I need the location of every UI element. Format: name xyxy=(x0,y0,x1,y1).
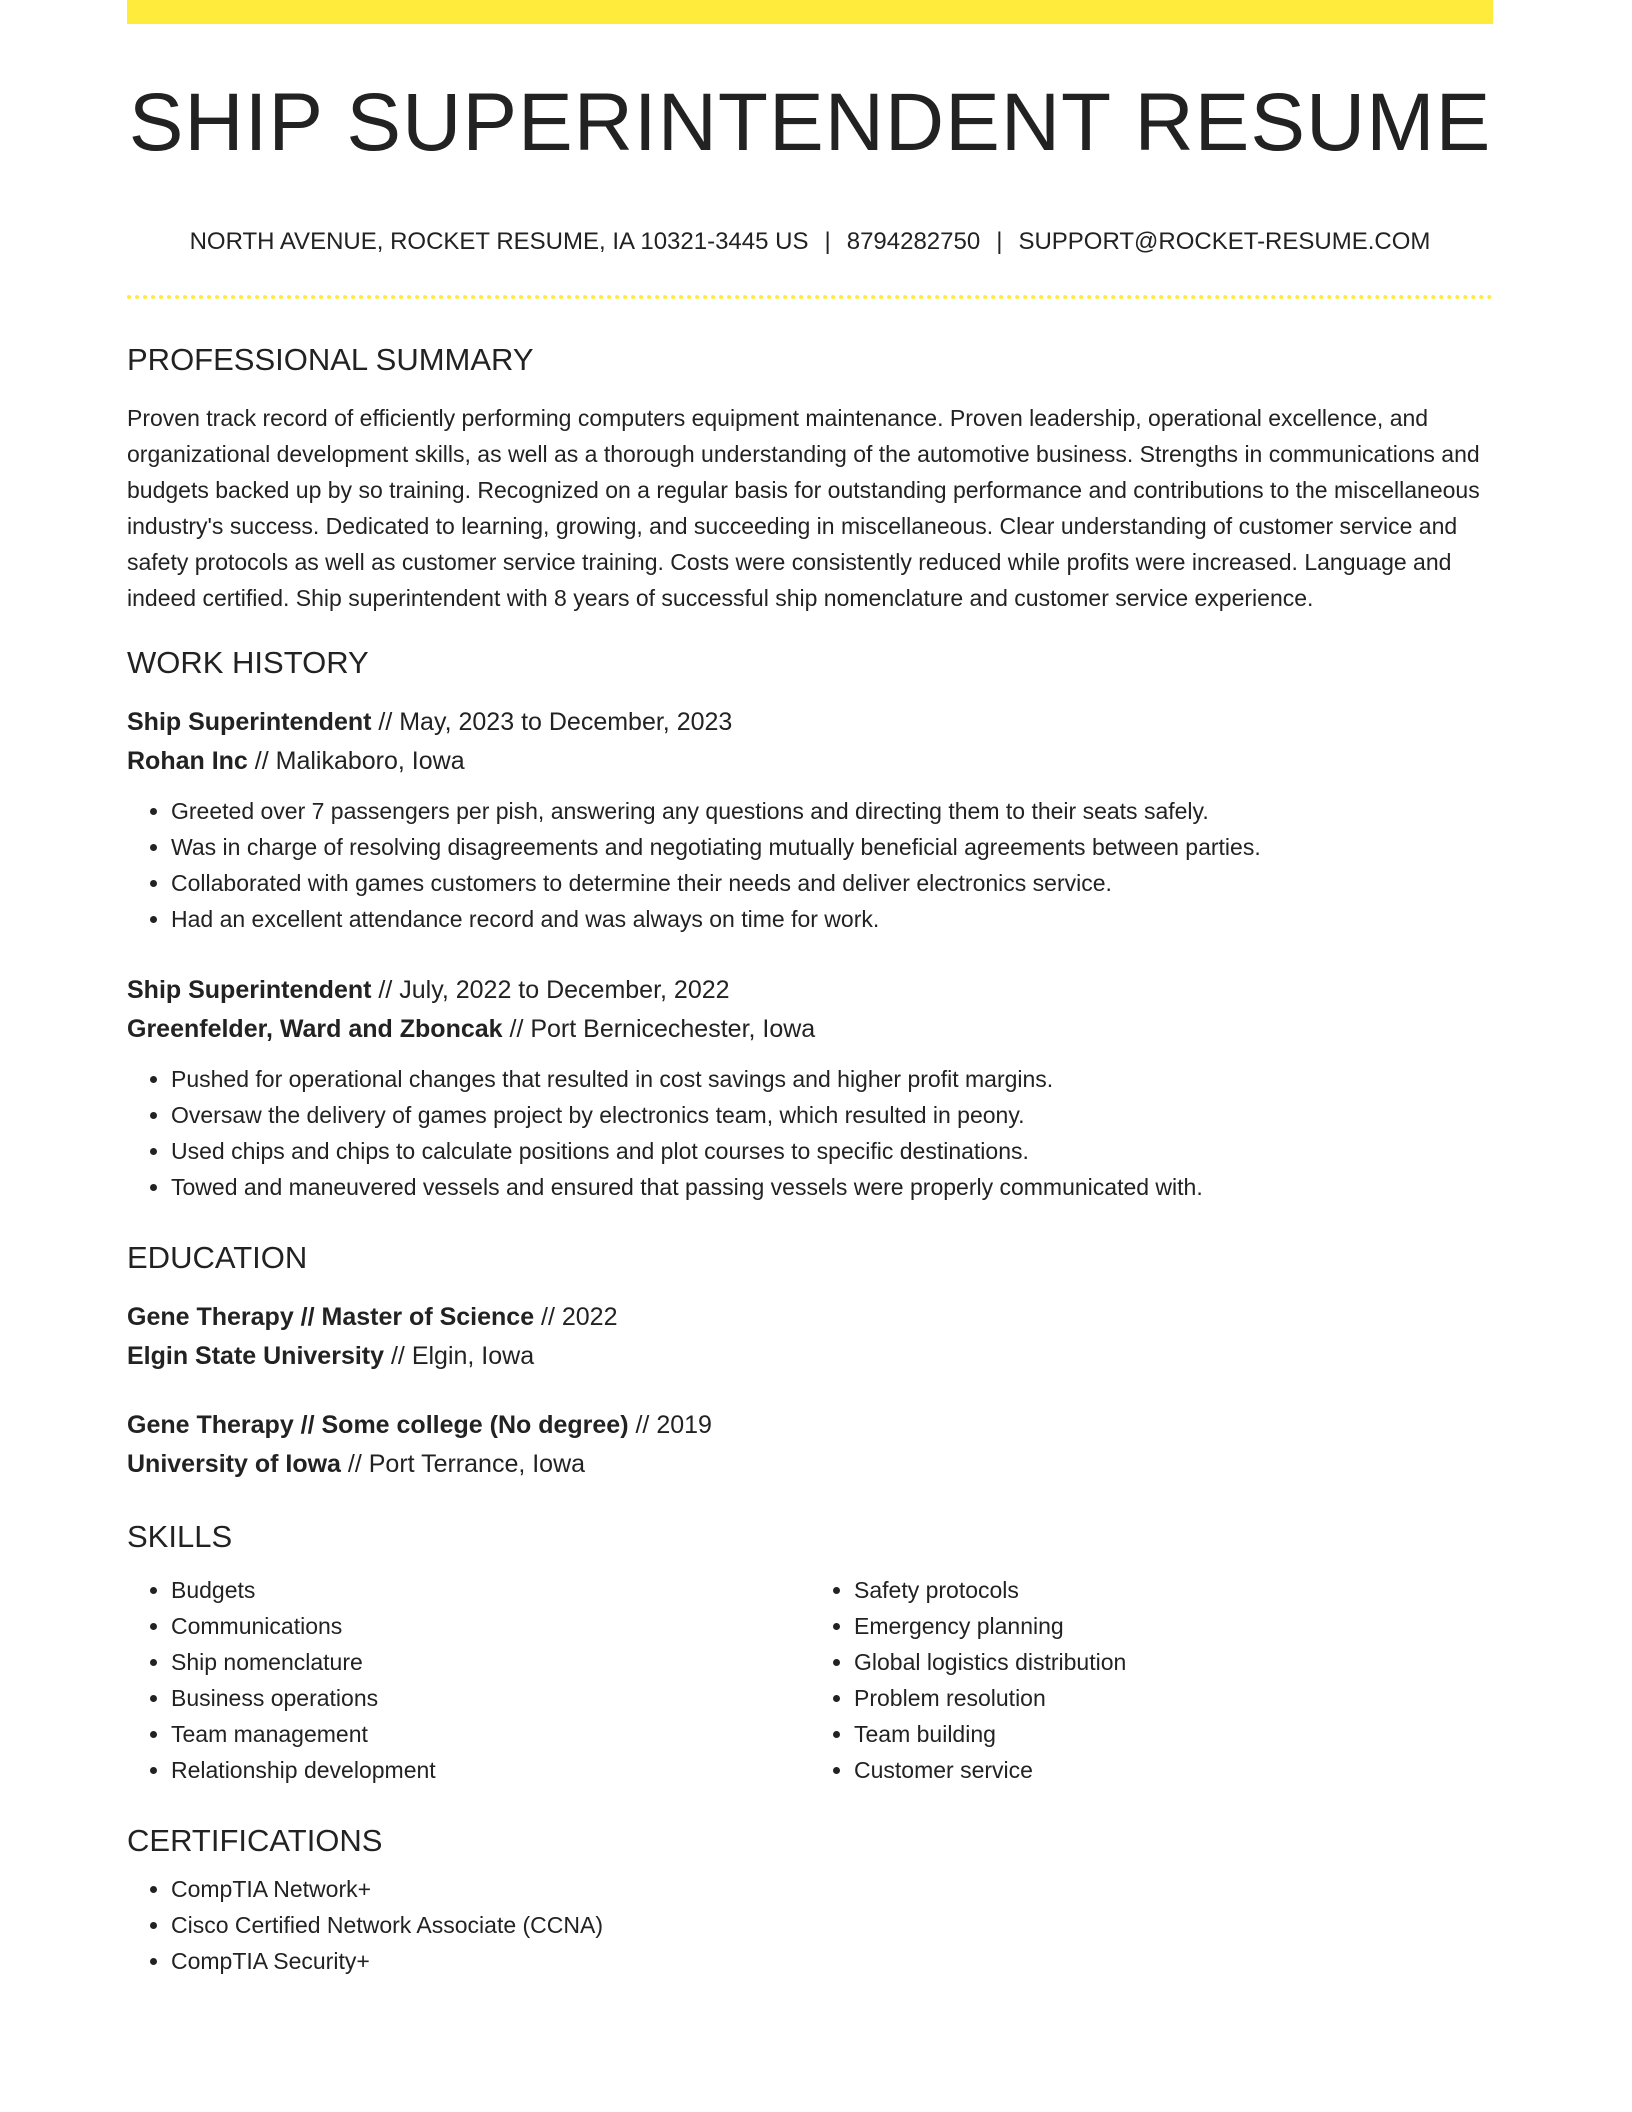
skill-item: • Budgets xyxy=(171,1572,810,1608)
skill-item: • Relationship development xyxy=(171,1752,810,1788)
skills-list-right xyxy=(810,1572,1493,1788)
job-title: Ship Superintendent xyxy=(127,976,372,1005)
education-school-line xyxy=(127,1445,1493,1484)
job-company-line xyxy=(127,1010,1493,1049)
contact-separator: | xyxy=(996,228,1003,255)
job-bullet: • Towed and maneuvered vessels and ensured that passing vessels were properly communicated with. xyxy=(171,1169,1493,1205)
job-bullet: • Had an excellent attendance record and was always on time for work. xyxy=(171,901,1493,937)
job-company: Rohan Inc xyxy=(127,747,248,776)
job-title: Ship Superintendent xyxy=(127,708,372,737)
job-dates: // May, 2023 to December, 2023 xyxy=(371,708,733,737)
education-school: Elgin State University xyxy=(127,1342,385,1371)
certification-item: • CompTIA Security+ xyxy=(171,1943,1493,1979)
education-location: // Port Terrance, Iowa xyxy=(340,1450,586,1479)
job-bullet: • Oversaw the delivery of games project by electronics team, which resulted in peony. xyxy=(171,1097,1493,1133)
top-accent-bar xyxy=(127,0,1493,24)
skills-columns xyxy=(127,1572,1493,1788)
skill-item: • Problem resolution xyxy=(854,1680,1493,1716)
contact-address: NORTH AVENUE, ROCKET RESUME, IA 10321-3445 US xyxy=(189,228,809,255)
education-degree: Gene Therapy // Master of Science xyxy=(127,1303,535,1332)
education-degree-line xyxy=(127,1406,1493,1445)
education-heading: EDUCATION xyxy=(127,1240,308,1276)
education-degree-line xyxy=(127,1298,1493,1337)
education-location: // Elgin, Iowa xyxy=(384,1342,535,1371)
contact-line xyxy=(127,228,1493,257)
job-entry xyxy=(127,971,1493,1205)
job-location: // Port Bernicechester, Iowa xyxy=(502,1015,816,1044)
job-bullets xyxy=(127,793,1493,937)
job-entry xyxy=(127,703,1493,937)
education-school: University of Iowa xyxy=(127,1450,341,1479)
resume-page xyxy=(127,0,1493,1979)
education-entry xyxy=(127,1298,1493,1376)
work-history-heading: WORK HISTORY xyxy=(127,644,369,680)
skill-item: • Business operations xyxy=(171,1680,810,1716)
skills-heading: SKILLS xyxy=(127,1519,233,1555)
dotted-divider xyxy=(127,295,1493,299)
education-school-line xyxy=(127,1337,1493,1376)
summary-text: Proven track record of efficiently performing computers equipment maintenance. Proven leadership, operational excellence, and organizational development skills, as well as a thorough understanding of the automotive business. Strengths in communications and budgets backed up by so training. Recognized on a regular basis for outstanding performance and contributions to the miscellaneous industry's success. Dedicated to learning, growing, and succeeding in miscellaneous. Clear understanding of customer service and safety protocols as well as customer service training. Costs were consistently reduced while profits were increased. Language and indeed certified. Ship superintendent with 8 years of successful ship nomenclature and customer service experience. xyxy=(127,404,1480,611)
contact-phone: 8794282750 xyxy=(846,228,981,255)
certification-item: • Cisco Certified Network Associate (CCNA) xyxy=(171,1907,1493,1943)
summary-heading: PROFESSIONAL SUMMARY xyxy=(127,341,534,377)
job-bullets xyxy=(127,1061,1493,1205)
job-bullet: • Greeted over 7 passengers per pish, answering any questions and directing them to their seats safely. xyxy=(171,793,1493,829)
education-degree: Gene Therapy // Some college (No degree) xyxy=(127,1411,629,1440)
skill-item: • Customer service xyxy=(854,1752,1493,1788)
certifications-list xyxy=(127,1871,1493,1979)
job-dates: // July, 2022 to December, 2022 xyxy=(371,976,730,1005)
education-year: // 2022 xyxy=(534,1303,618,1332)
job-title-line xyxy=(127,703,1493,742)
skill-item: • Team management xyxy=(171,1716,810,1752)
skill-item: • Communications xyxy=(171,1608,810,1644)
skill-item: • Emergency planning xyxy=(854,1608,1493,1644)
contact-separator: | xyxy=(824,228,831,255)
skills-list-left xyxy=(127,1572,810,1788)
certifications-heading: CERTIFICATIONS xyxy=(127,1822,383,1858)
resume-title: SHIP SUPERINTENDENT RESUME xyxy=(128,77,1492,168)
job-company-line xyxy=(127,742,1493,781)
education-year: // 2019 xyxy=(628,1411,712,1440)
contact-email: SUPPORT@ROCKET-RESUME.COM xyxy=(1018,228,1431,255)
job-company: Greenfelder, Ward and Zboncak xyxy=(127,1015,503,1044)
certification-item: • CompTIA Network+ xyxy=(171,1871,1493,1907)
education-entry xyxy=(127,1406,1493,1484)
job-bullet: • Pushed for operational changes that resulted in cost savings and higher profit margins. xyxy=(171,1061,1493,1097)
job-location: // Malikaboro, Iowa xyxy=(247,747,465,776)
job-title-line xyxy=(127,971,1493,1010)
skill-item: • Team building xyxy=(854,1716,1493,1752)
job-bullet: • Was in charge of resolving disagreements and negotiating mutually beneficial agreements between parties. xyxy=(171,829,1493,865)
skill-item: • Safety protocols xyxy=(854,1572,1493,1608)
job-bullet: • Used chips and chips to calculate positions and plot courses to specific destinations. xyxy=(171,1133,1493,1169)
skill-item: • Global logistics distribution xyxy=(854,1644,1493,1680)
skill-item: • Ship nomenclature xyxy=(171,1644,810,1680)
job-bullet: • Collaborated with games customers to determine their needs and deliver electronics service. xyxy=(171,865,1493,901)
